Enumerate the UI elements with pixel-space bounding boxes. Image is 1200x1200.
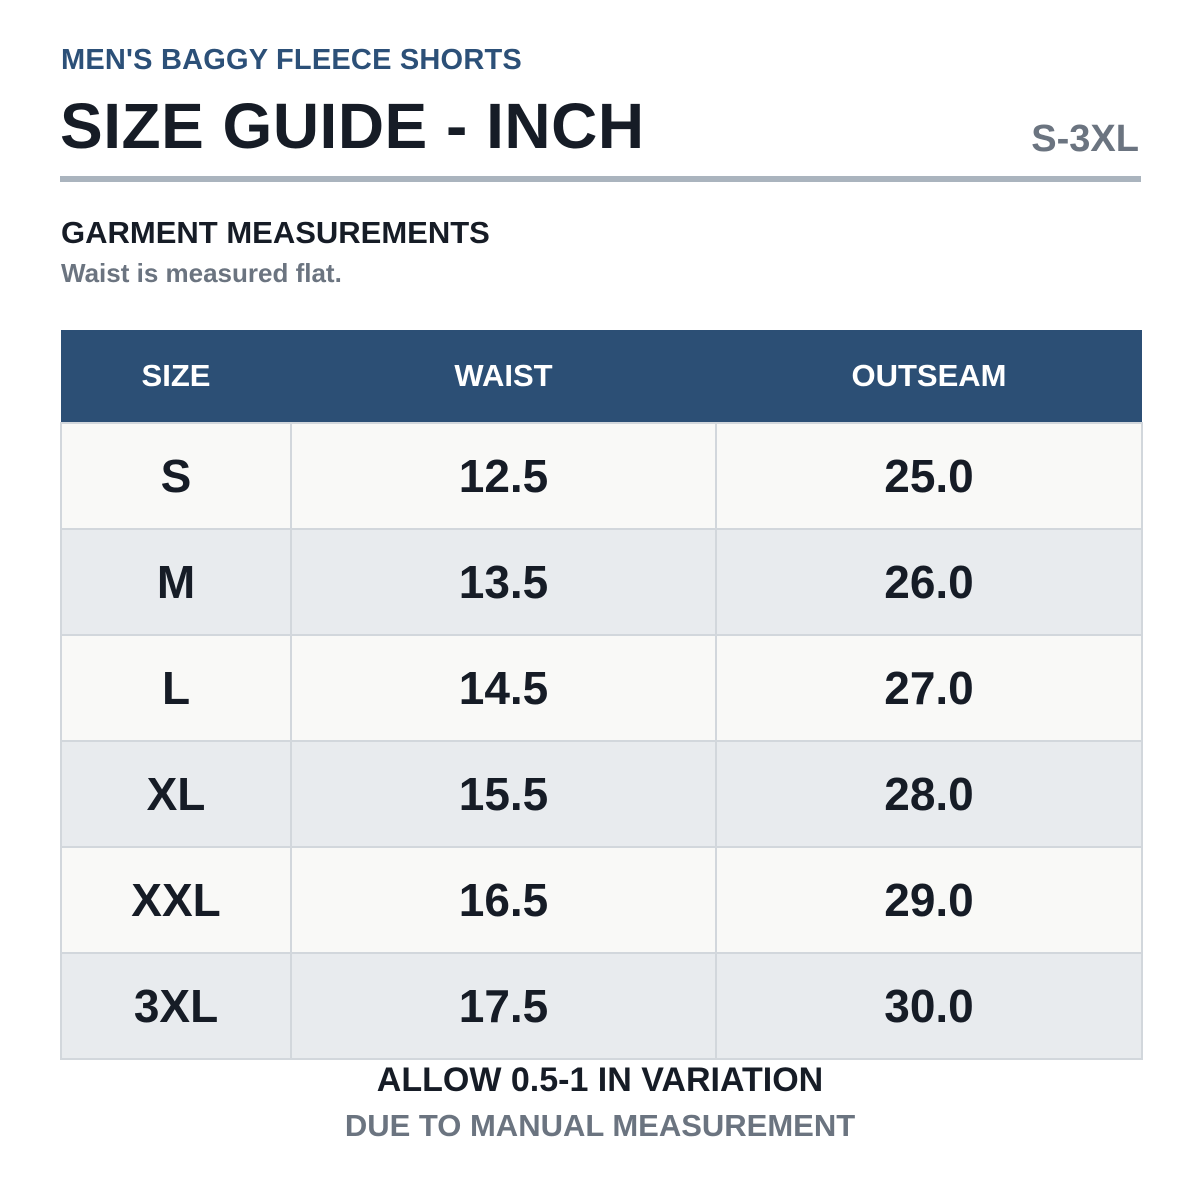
waist-cell: 16.5 — [291, 847, 716, 953]
table-row — [61, 953, 1142, 1059]
table-row — [61, 423, 1142, 529]
title-divider — [60, 176, 1141, 182]
waist-cell: 17.5 — [291, 953, 716, 1059]
size-range-label: S-3XL — [1031, 118, 1139, 160]
page-title: SIZE GUIDE - INCH — [60, 90, 645, 162]
outseam-cell: 26.0 — [716, 529, 1142, 635]
header-row — [61, 330, 1142, 423]
outseam-cell: 29.0 — [716, 847, 1142, 953]
size-cell: M — [61, 529, 291, 635]
size-table-header — [61, 330, 1142, 423]
column-header-outseam: OUTSEAM — [716, 330, 1142, 423]
size-cell: XL — [61, 741, 291, 847]
section-note: Waist is measured flat. — [61, 258, 342, 288]
variation-note: ALLOW 0.5-1 IN VARIATION — [376, 1061, 824, 1099]
size-cell: S — [61, 423, 291, 529]
size-table-body — [61, 423, 1142, 1059]
table-row — [61, 741, 1142, 847]
waist-cell: 12.5 — [291, 423, 716, 529]
measurement-note: DUE TO MANUAL MEASUREMENT — [344, 1108, 856, 1143]
table-row — [61, 635, 1142, 741]
size-table — [60, 330, 1143, 1060]
size-cell: XXL — [61, 847, 291, 953]
section-heading: GARMENT MEASUREMENTS — [61, 215, 490, 250]
outseam-cell: 28.0 — [716, 741, 1142, 847]
size-cell: L — [61, 635, 291, 741]
outseam-cell: 25.0 — [716, 423, 1142, 529]
waist-cell: 13.5 — [291, 529, 716, 635]
table-row — [61, 529, 1142, 635]
waist-cell: 15.5 — [291, 741, 716, 847]
table-row — [61, 847, 1142, 953]
column-header-waist: WAIST — [291, 330, 716, 423]
outseam-cell: 27.0 — [716, 635, 1142, 741]
size-cell: 3XL — [61, 953, 291, 1059]
column-header-size: SIZE — [61, 330, 291, 423]
product-name: MEN'S BAGGY FLEECE SHORTS — [61, 44, 522, 76]
outseam-cell: 30.0 — [716, 953, 1142, 1059]
waist-cell: 14.5 — [291, 635, 716, 741]
